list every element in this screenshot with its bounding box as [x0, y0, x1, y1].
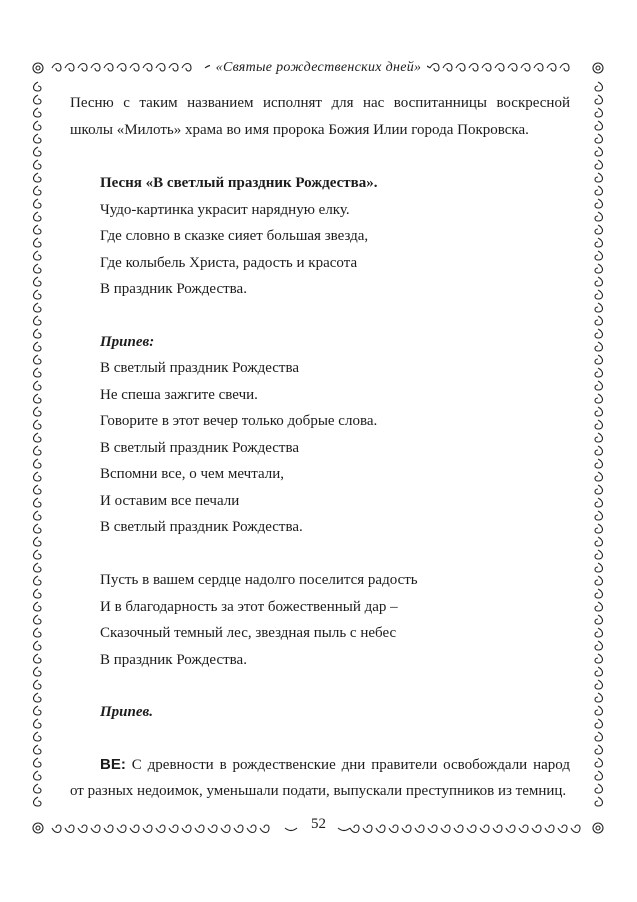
running-header: «Святые рождественских дней»	[0, 60, 637, 76]
song-title: Песня «В светлый праздник Рождества».	[100, 175, 378, 191]
verse-line: И в благодарность за этот божественный дар –	[100, 598, 398, 615]
verse-line: Пусть в вашем сердце надолго поселится радость	[100, 572, 418, 588]
ve-paragraph	[70, 752, 570, 805]
verse-line: В праздник Рождества.	[100, 281, 247, 297]
verse-line: Чудо-картинка украсит нарядную елку.	[100, 201, 350, 218]
chorus-line: В светлый праздник Рождества	[100, 360, 300, 376]
chorus	[100, 355, 570, 541]
chorus-line: Вспомни все, о чем мечтали,	[100, 466, 284, 482]
intro-paragraph: Песню с таким названием исполнят для нас воспитанницы воскресной школы «Милоть» храма во имя пророка Божия Илии города Покровска.	[70, 95, 570, 138]
verse-line: Сказочный темный лес, звездная пыль с небес	[100, 625, 397, 641]
chorus-line: Говорите в этот вечер только добрые слова.	[100, 413, 378, 429]
verse-1	[100, 197, 570, 303]
ve-text: С древности в рождественские дни правители освобождали народ от разных недоимок, уменьшали подати, выпускали преступников из темниц.	[70, 756, 570, 799]
chorus-label: Припев:	[100, 333, 155, 350]
chorus-line: В светлый праздник Рождества	[100, 439, 300, 456]
verse-line: Где словно в сказке сияет большая звезда,	[100, 228, 369, 244]
song-block	[100, 170, 570, 726]
chorus-repeat-label: Припев.	[100, 704, 153, 720]
chorus-line: И оставим все печали	[100, 492, 240, 509]
ve-label: ВЕ:	[100, 755, 126, 773]
chorus-line: В светлый праздник Рождества.	[100, 519, 303, 535]
page-content	[70, 90, 570, 820]
verse-line: В праздник Рождества.	[100, 651, 247, 668]
verse-2	[100, 567, 570, 673]
chorus-line: Не спеша зажгите свечи.	[100, 386, 258, 403]
verse-line: Где колыбель Христа, радость и красота	[100, 254, 358, 271]
page-number: 52	[0, 816, 637, 833]
